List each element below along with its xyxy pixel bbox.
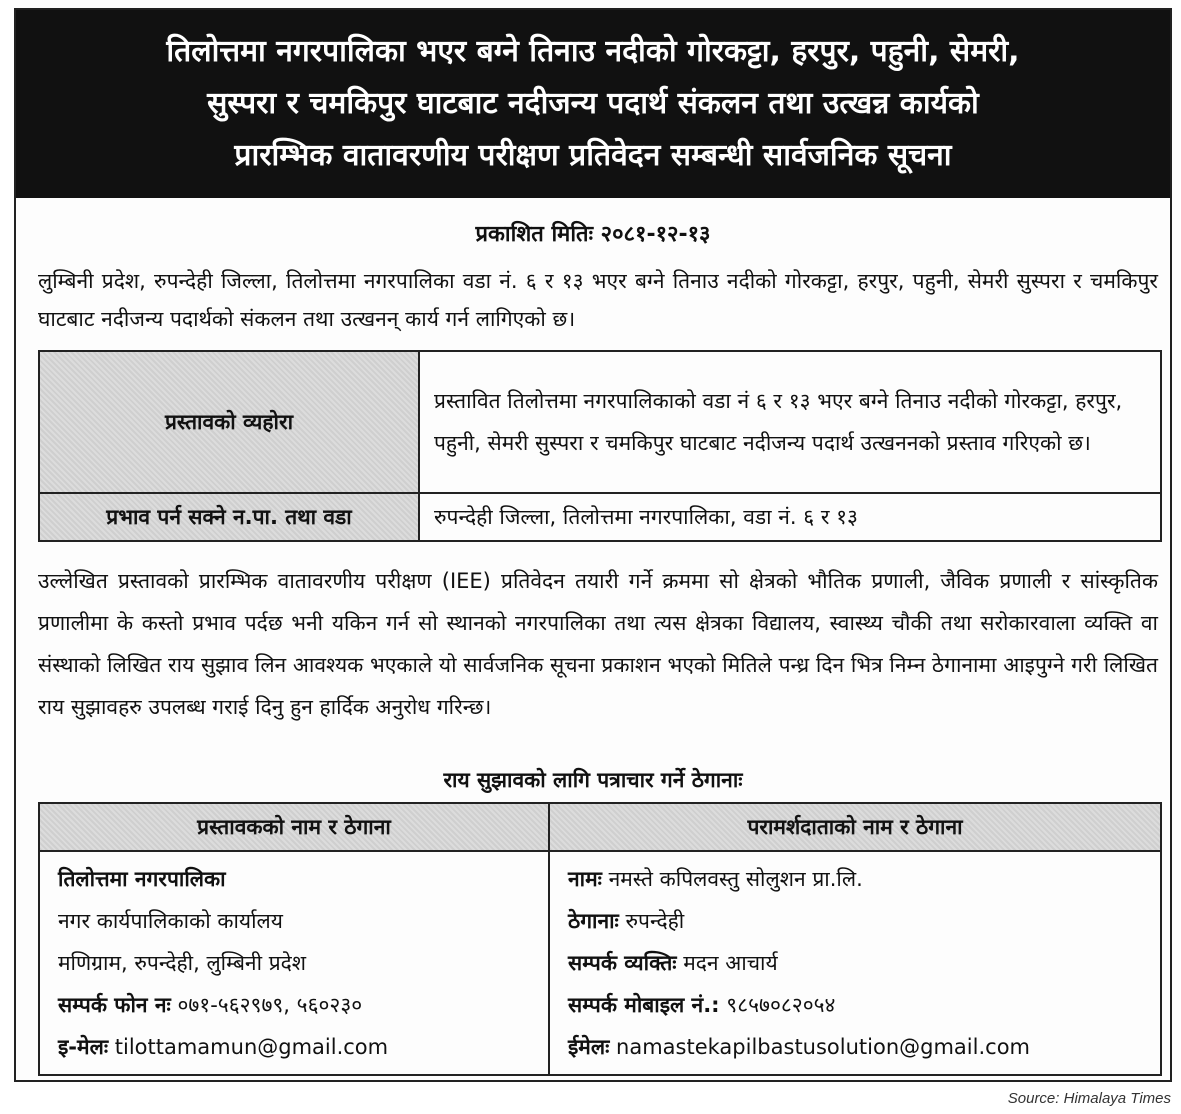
header-line-3: प्रारम्भिक वातावरणीय परीक्षण प्रतिवेदन सम्बन्धी सार्वजनिक सूचना xyxy=(234,138,952,173)
proponent-name: तिलोत्तमा नगरपालिका xyxy=(58,867,226,891)
phone-label: सम्पर्क फोन नः xyxy=(58,993,171,1017)
affected-area-value: रुपन्देही जिल्ला, तिलोत्तमा नगरपालिका, वडा नं. ६ र १३ xyxy=(419,493,1161,541)
table-row xyxy=(39,851,1161,1075)
consultant-name-label: नामः xyxy=(568,867,602,891)
consultant-name-value: नमस्ते कपिलवस्तु सोलुशन प्रा.लि. xyxy=(608,867,863,891)
intro-paragraph: लुम्बिनी प्रदेश, रुपन्देही जिल्ला, तिलोत्तमा नगरपालिका वडा नं. ६ र १३ भएर बग्ने तिनाउ नदीको गोरकट्टा, हरपुर, पहुनी, सेमरी सुस्परा र चमकिपुर घाटबाट नदीजन्य पदार्थको संकलन तथा उत्खनन् कार्य गर्न लागिएको छ। xyxy=(38,269,1158,331)
address-section-title: राय सुझावको लागि पत्राचार गर्ने ठेगानाः xyxy=(443,768,743,792)
public-notice xyxy=(14,8,1172,1082)
consultant-email xyxy=(568,1026,1142,1068)
consultant-email-label: ईमेलः xyxy=(568,1035,610,1059)
header-line-2: सुस्परा र चमकिपुर घाटबाट नदीजन्य पदार्थ संकलन तथा उत्खन्न कार्यको xyxy=(207,86,979,121)
contact-person-value: मदन आचार्य xyxy=(683,951,778,975)
proponent-header: प्रस्तावकको नाम र ठेगाना xyxy=(39,803,549,851)
mobile-value: ९८५७०८२०५४ xyxy=(726,993,836,1017)
proponent-email xyxy=(58,1026,530,1068)
contact-person-label: सम्पर्क व्यक्तिः xyxy=(568,951,677,975)
source-credit: Source: Himalaya Times xyxy=(1007,1090,1171,1107)
consultant-contact-person xyxy=(568,942,1142,984)
email-label: इ-मेलः xyxy=(58,1035,109,1059)
consultant-address-value: रुपन्देही xyxy=(625,909,685,933)
proposal-label: प्रस्तावको व्यहोरा xyxy=(39,351,419,493)
proponent-cell xyxy=(39,851,549,1075)
affected-area-label: प्रभाव पर्न सक्ने न.पा. तथा वडा xyxy=(39,493,419,541)
proposal-table xyxy=(38,350,1162,542)
header-line-1: तिलोत्तमा नगरपालिका भएर बग्ने तिनाउ नदीको गोरकट्टा, हरपुर, पहुनी, सेमरी, xyxy=(166,34,1020,69)
notice-header xyxy=(16,10,1170,198)
phone-value: ०७१-५६२९७९, ५६०२३० xyxy=(177,993,363,1017)
consultant-address-label: ठेगानाः xyxy=(568,909,619,933)
mobile-label: सम्पर्क मोबाइल नं.: xyxy=(568,993,720,1017)
body-paragraph: उल्लेखित प्रस्तावको प्रारम्भिक वातावरणीय परीक्षण (IEE) प्रतिवेदन तयारी गर्ने क्रममा सो क्षेत्रको भौतिक प्रणाली, जैविक प्रणाली र सांस्कृतिक प्रणालीमा के कस्तो प्रभाव पर्दछ भनी यकिन गर्न सो स्थानको नगरपालिका तथा त्यस क्षेत्रका विद्यालय, स्वास्थ्य चौकी तथा सरोकारवाला व्यक्ति वा संस्थाको लिखित राय सुझाव लिन आवश्यक भएकाले यो सार्वजनिक सूचना प्रकाशन भएको मितिले पन्ध्र दिन भित्र निम्न ठेगानामा आइपुग्ने गरी लिखित राय सुझावहरु उपलब्ध गराई दिनु हुन हार्दिक अनुरोध गरिन्छ। xyxy=(38,569,1158,719)
email-value: tilottamamun@gmail.com xyxy=(114,1035,389,1059)
consultant-address xyxy=(568,900,1142,942)
table-header-row xyxy=(39,803,1161,851)
consultant-mobile xyxy=(568,984,1142,1026)
consultant-header: परामर्शदाताको नाम र ठेगाना xyxy=(549,803,1161,851)
proponent-office: नगर कार्यपालिकाको कार्यालय xyxy=(58,909,283,933)
consultant-cell xyxy=(549,851,1161,1075)
table-row xyxy=(39,351,1161,493)
proposal-value: प्रस्तावित तिलोत्तमा नगरपालिकाको वडा नं ६ र १३ भएर बग्ने तिनाउ नदीको गोरकट्टा, हरपुर, पहुनी, सेमरी सुस्परा र चमकिपुर घाटबाट नदीजन्य पदार्थ उत्खननको प्रस्ताव गरिएको छ। xyxy=(419,351,1161,493)
consultant-name xyxy=(568,858,1142,900)
proponent-address: मणिग्राम, रुपन्देही, लुम्बिनी प्रदेश xyxy=(58,951,307,975)
consultant-email-value: namastekapilbastusolution@gmail.com xyxy=(616,1035,1030,1059)
published-date: प्रकाशित मितिः २०८१-१२-१३ xyxy=(475,222,711,247)
table-row xyxy=(39,493,1161,541)
address-table xyxy=(38,802,1162,1076)
proponent-phone xyxy=(58,984,530,1026)
